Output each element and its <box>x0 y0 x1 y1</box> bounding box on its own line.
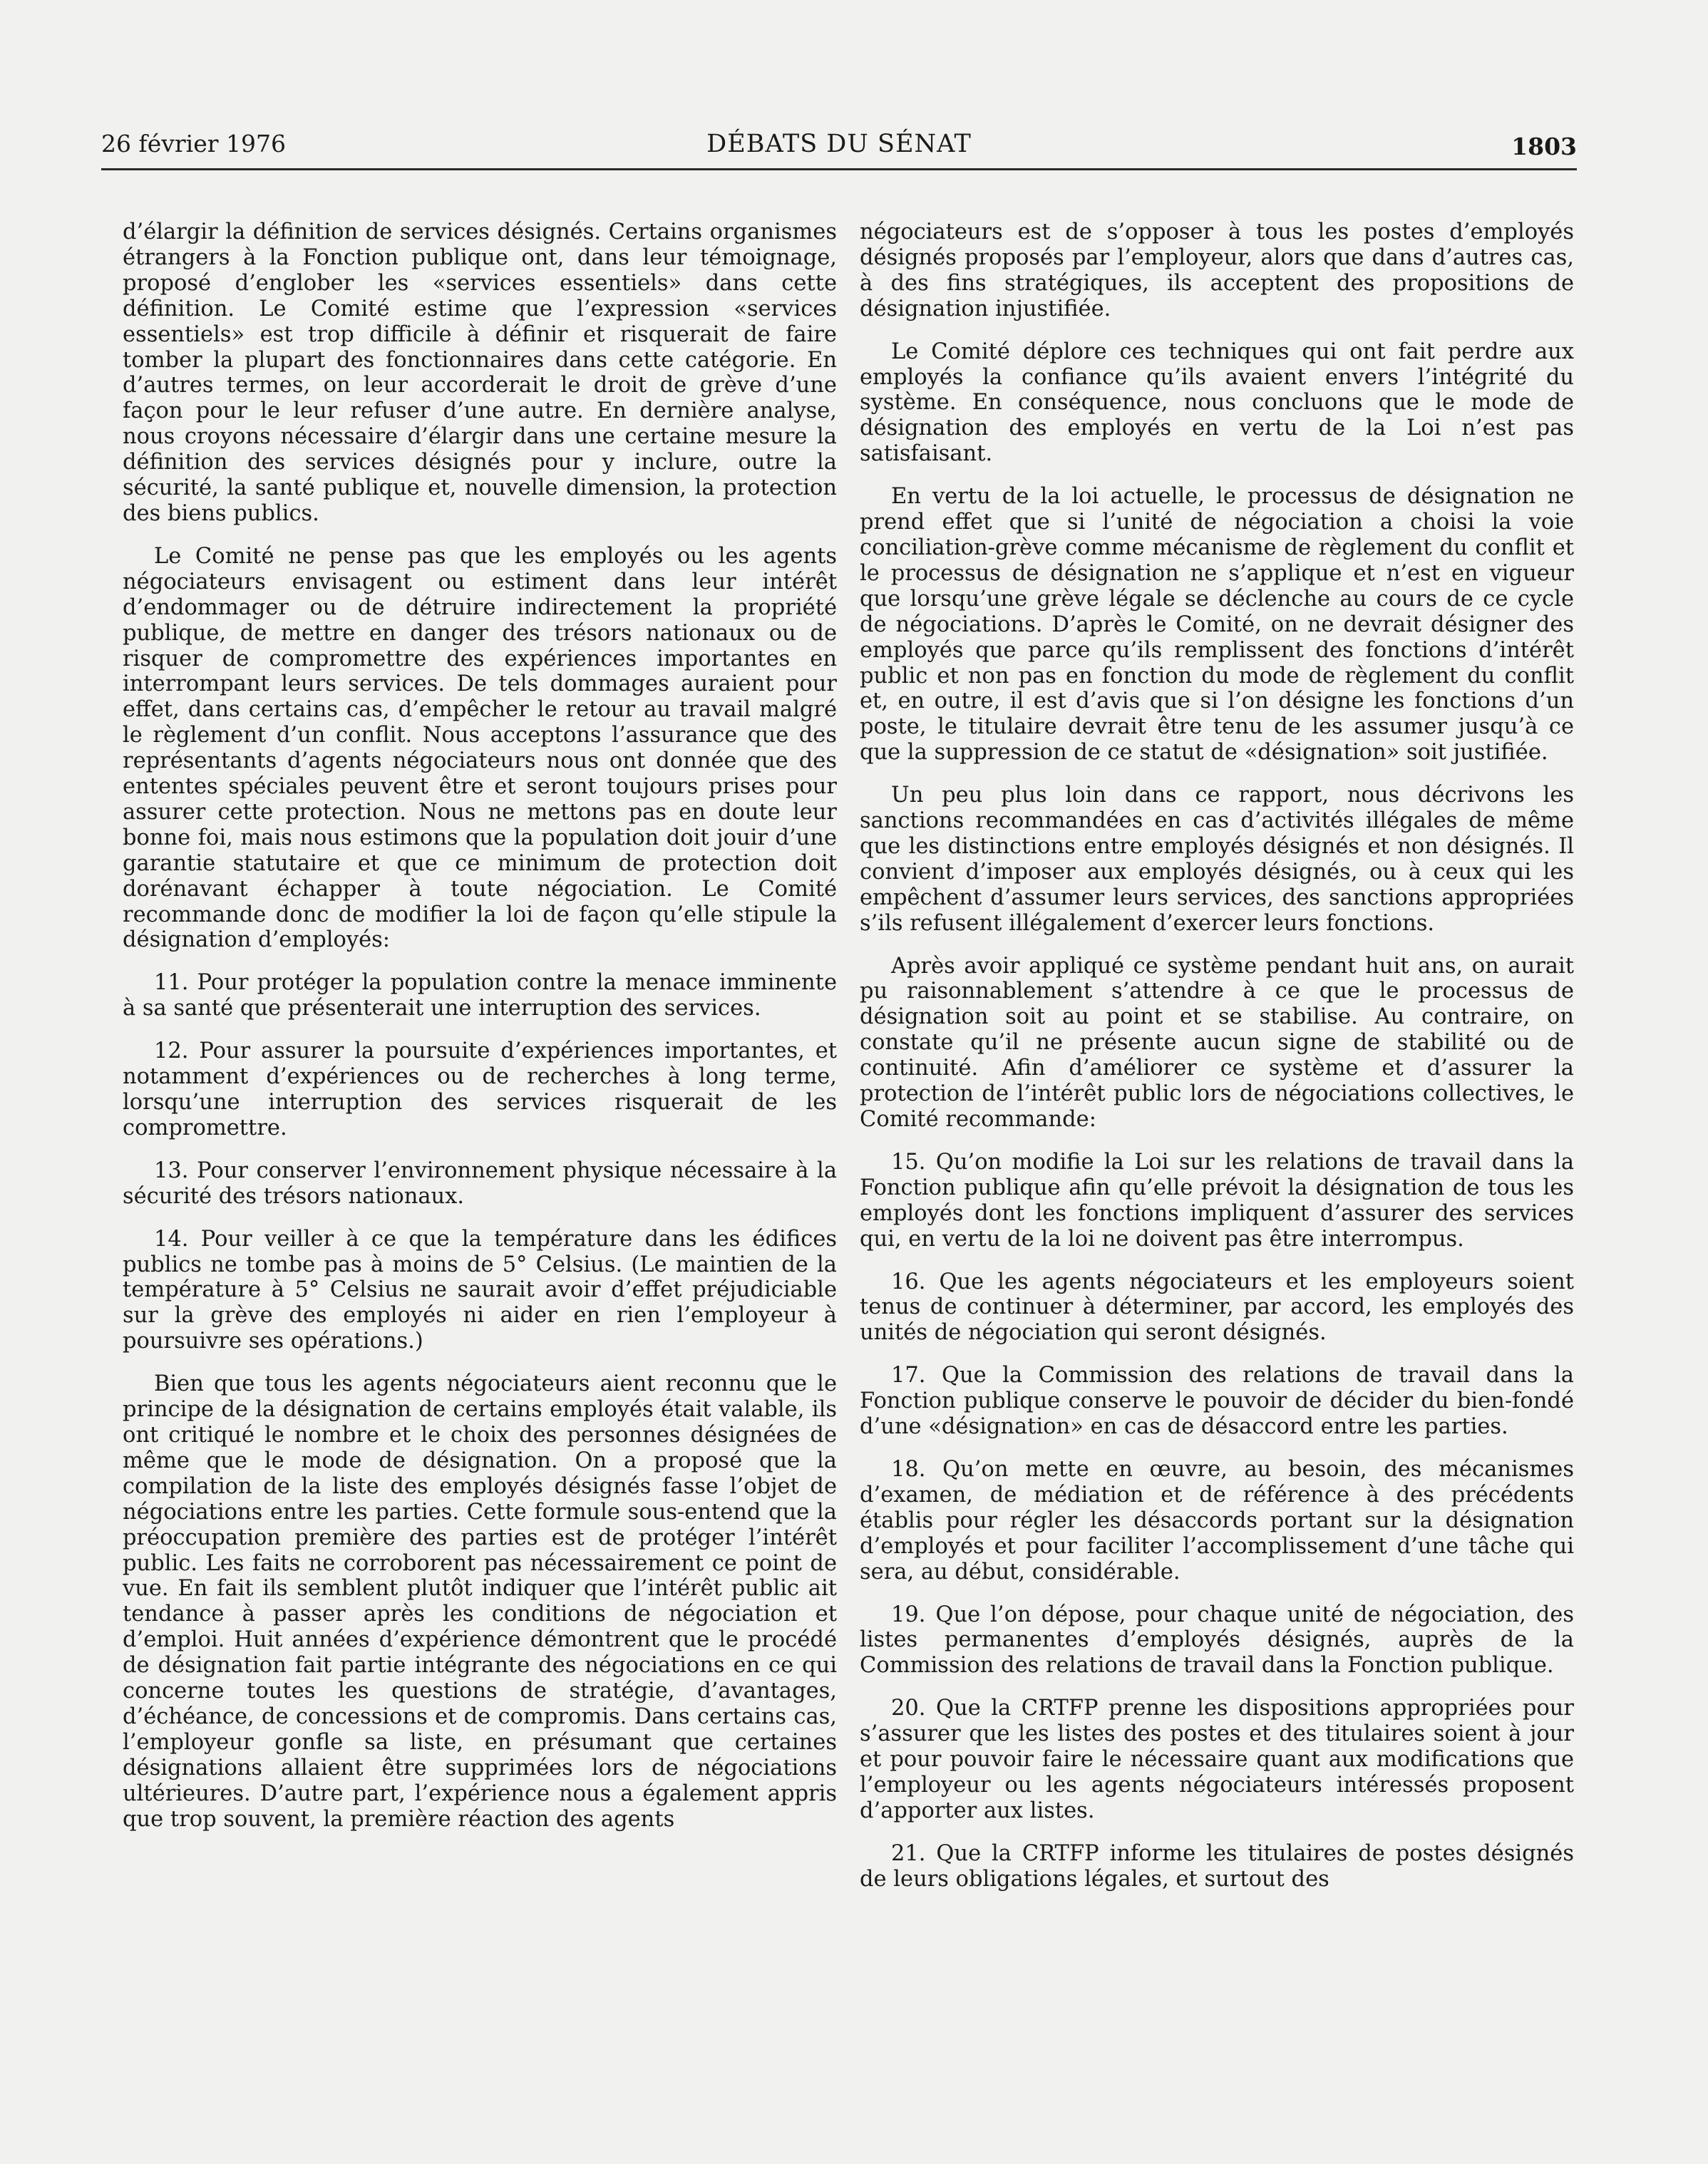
paragraph: Bien que tous les agents négociateurs aient reconnu que le principe de la désignation de certains employés était valable, ils ont critiqué le nombre et le choix des personnes désignées de même que le mode de désignation. On a proposé que la compilation de la liste des employés désignés fasse l’objet de négociations entre les parties. Cette formule sous-entend que la préoccupation première des parties est de protéger l’intérêt public. Les faits ne corroborent pas nécessairement ce point de vue. En fait ils semblent plutôt indiquer que l’intérêt public ait tendance à passer après les conditions de négociation et d’emploi. Huit années d’expérience démontrent que le procédé de désignation fait partie intégrante des négociations en ce qui concerne toutes les questions de stratégie, d’avantages, d’échéance, de concessions et de compromis. Dans certains cas, l’employeur gonfle sa liste, en présumant que certaines désignations allaient être supprimées lors de négociations ultérieures. D’autre part, l’expérience nous a également appris que trop souvent, la première réaction des agents <box>123 1371 837 1832</box>
recommendation-21: 21. Que la CRTFP informe les titulaires de postes désignés de leurs obligations légales, et surtout des <box>860 1840 1574 1892</box>
recommendation-19: 19. Que l’on dépose, pour chaque unité de négociation, des listes permanentes d’employés désignés, auprès de la Commission des relations de travail dans la Fonction publique. <box>860 1602 1574 1679</box>
page-number: 1803 <box>1511 133 1577 160</box>
paragraph: Après avoir appliqué ce système pendant huit ans, on aurait pu raisonnablement s’attendre à ce que le processus de désignation soit au point et se stabilise. Au contraire, on constate qu’il ne présente aucun signe de stabilité ou de continuité. Afin d’améliorer ce système et d’assurer la protection de l’intérêt public lors de négociations collectives, le Comité recommande: <box>860 953 1574 1132</box>
recommendation-11: 11. Pour protéger la population contre la menace imminente à sa santé que présenterait une interruption des services. <box>123 970 837 1021</box>
header-title: DÉBATS DU SÉNAT <box>706 130 972 158</box>
paragraph: Le Comité ne pense pas que les employés ou les agents négociateurs envisagent ou estiment dans leur intérêt d’endommager ou de détruire indirectement la propriété publique, de mettre en danger des trésors nationaux ou de risquer de compromettre des expériences importantes en interrompant leurs services. De tels dommages auraient pour effet, dans certains cas, d’empêcher le retour au travail malgré le règlement d’un conflit. Nous acceptons l’assurance que des représentants d’agents négociateurs nous ont donnée que des ententes spéciales peuvent être et seront toujours prises pour assurer cette protection. Nous ne mettons pas en doute leur bonne foi, mais nous estimons que la population doit jouir d’une garantie statutaire et que ce minimum de protection doit dorénavant échapper à toute négociation. Le Comité recommande donc de modifier la loi de façon qu’elle stipule la désignation d’employés: <box>123 543 837 953</box>
recommendation-15: 15. Qu’on modifie la Loi sur les relations de travail dans la Fonction publique afin qu’elle prévoit la désignation de tous les employés dont les fonctions impliquent d’assurer des services qui, en vertu de la loi ne doivent pas être interrompus. <box>860 1149 1574 1252</box>
paragraph: négociateurs est de s’opposer à tous les postes d’employés désignés proposés par l’employeur, alors que dans d’autres cas, à des fins stratégiques, ils acceptent des propositions de désignation injustifiée. <box>860 220 1574 321</box>
left-column <box>123 220 837 1832</box>
recommendation-13: 13. Pour conserver l’environnement physique nécessaire à la sécurité des trésors nationaux. <box>123 1158 837 1209</box>
recommendation-20: 20. Que la CRTFP prenne les dispositions appropriées pour s’assurer que les listes des postes et des titulaires soient à jour et pour pouvoir faire le nécessaire quant aux modifications que l’employeur ou les agents négociateurs intéressés proposent d’apporter aux listes. <box>860 1696 1574 1823</box>
recommendation-16: 16. Que les agents négociateurs et les employeurs soient tenus de continuer à déterminer, par accord, les employés des unités de négociation qui seront désignés. <box>860 1269 1574 1346</box>
recommendation-17: 17. Que la Commission des relations de travail dans la Fonction publique conserve le pouvoir de décider du bien-fondé d’une «désignation» en cas de désaccord entre les parties. <box>860 1363 1574 1440</box>
paragraph: d’élargir la définition de services désignés. Certains organismes étrangers à la Fonction publique ont, dans leur témoignage, proposé d’englober les «services essentiels» dans cette définition. Le Comité estime que l’expression «services essentiels» est trop difficile à définir et risquerait de faire tomber la plupart des fonctionnaires dans cette catégorie. En d’autres termes, on leur accorderait le droit de grève d’une façon pour le leur refuser d’une autre. En dernière analyse, nous croyons nécessaire d’élargir dans une certaine mesure la définition des services désignés pour y inclure, outre la sécurité, la santé publique et, nouvelle dimension, la protection des biens publics. <box>123 220 837 526</box>
paragraph: En vertu de la loi actuelle, le processus de désignation ne prend effet que si l’unité de négociation a choisi la voie conciliation-grève comme mécanisme de règlement du conflit et le processus de désignation ne s’applique et n’est en vigueur que lorsqu’une grève légale se déclenche au cours de ce cycle de négociations. D’après le Comité, on ne devrait désigner des employés que parce qu’ils remplissent des fonctions d’intérêt public et non pas en fonction du mode de règlement du conflit et, en outre, il est d’avis que si l’on désigne les fonctions d’un poste, le titulaire devrait être tenu de les assumer jusqu’à ce que la suppression de ce statut de «désignation» soit justifiée. <box>860 484 1574 766</box>
page-header <box>101 130 1577 167</box>
recommendation-12: 12. Pour assurer la poursuite d’expériences importantes, et notamment d’expériences ou de recherches à long terme, lorsqu’une interruption des services risquerait de les compromettre. <box>123 1039 837 1140</box>
header-rule <box>101 168 1577 170</box>
paragraph: Le Comité déplore ces techniques qui ont fait perdre aux employés la confiance qu’ils avaient envers l’intégrité du système. En conséquence, nous concluons que le mode de désignation des employés en vertu de la Loi n’est pas satisfaisant. <box>860 339 1574 467</box>
recommendation-14: 14. Pour veiller à ce que la température dans les édifices publics ne tombe pas à moins de 5° Celsius. (Le maintien de la température à 5° Celsius ne saurait avoir d’effet préjudiciable sur la grève des employés ni aider en rien l’employeur à poursuivre ses opérations.) <box>123 1226 837 1354</box>
right-column <box>860 220 1574 1892</box>
paragraph: Un peu plus loin dans ce rapport, nous décrivons les sanctions recommandées en cas d’activités illégales de même que les distinctions entre employés désignés et non désignés. Il convient d’imposer aux employés désignés, ou à ceux qui les empêchent d’assumer leurs services, des sanctions appropriées s’ils refusent illégalement d’exercer leurs fonctions. <box>860 783 1574 936</box>
recommendation-18: 18. Qu’on mette en œuvre, au besoin, des mécanismes d’examen, de médiation et de référence à des précédents établis pour régler les désaccords portant sur la désignation d’employés et pour faciliter l’accomplissement d’une tâche qui sera, au début, considérable. <box>860 1456 1574 1585</box>
header-date: 26 février 1976 <box>101 130 286 158</box>
